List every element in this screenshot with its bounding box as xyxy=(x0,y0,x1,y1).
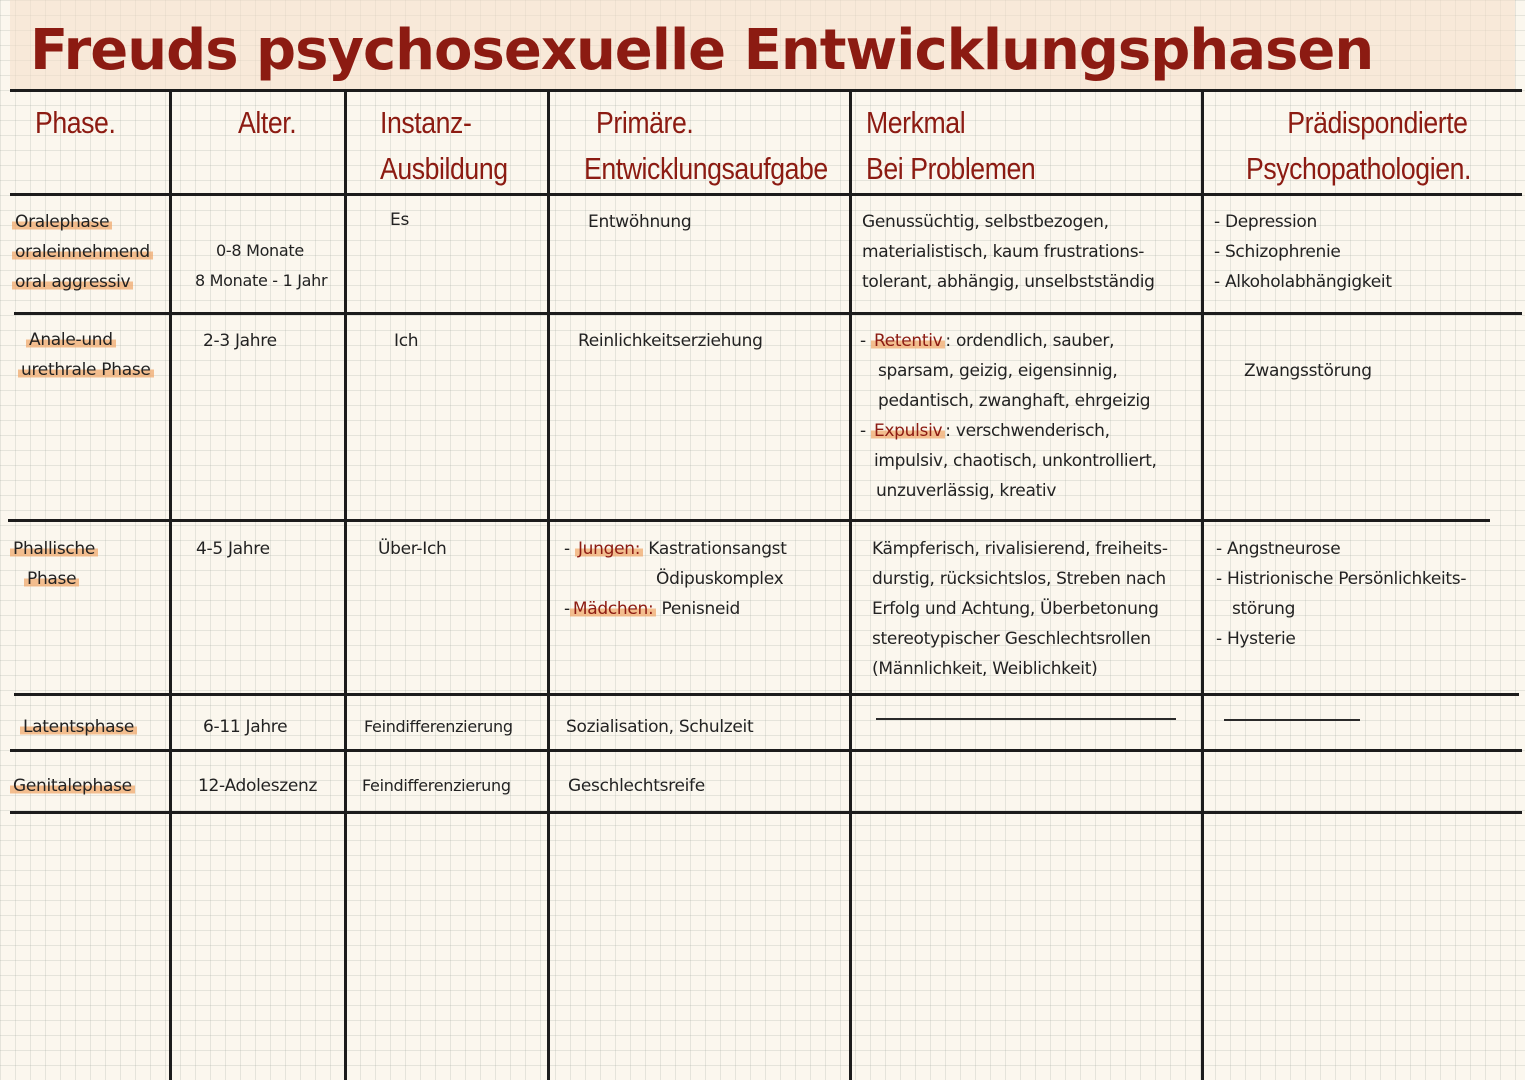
row2-aufgabe: Reinlichkeitserziehung xyxy=(578,331,763,351)
row1-instanz: Es xyxy=(390,210,409,230)
row2-alter: 2-3 Jahre xyxy=(203,331,277,351)
header-merkmal: Merkmal Bei Problemen xyxy=(866,105,1036,186)
row3-phase: Phallische Phase xyxy=(10,534,98,594)
column-rule-4 xyxy=(849,90,852,1080)
row3-psychopathologien: - Angstneurose - Histrionische Persönlichkeits- störung - Hysterie xyxy=(1216,539,1467,649)
row-rule-3 xyxy=(14,693,1519,696)
maedchen-label: Mädchen: xyxy=(570,599,657,619)
row-rule-2 xyxy=(8,519,1490,522)
header-phase: Phase. xyxy=(35,105,116,140)
header-entwicklungsaufgabe: Primäre. Entwicklungsaufgabe xyxy=(584,105,828,186)
header-alter: Alter. xyxy=(238,105,297,140)
row1-psychopathologien: - Depression - Schizophrenie - Alkoholabhängigkeit xyxy=(1214,212,1392,292)
column-rule-2 xyxy=(344,90,347,1080)
row5-alter: 12-Adoleszenz xyxy=(198,776,318,796)
column-rule-1 xyxy=(169,90,172,1080)
column-rule-3 xyxy=(547,90,550,1080)
row1-aufgabe: Entwöhnung xyxy=(588,212,692,232)
row-rule-1 xyxy=(14,312,1522,315)
row1-alter: 0-8 Monate 8 Monate - 1 Jahr xyxy=(195,241,328,290)
table-top-rule xyxy=(10,89,1522,92)
row4-phase: Latentsphase xyxy=(20,712,137,742)
row5-instanz: Feindifferenzierung xyxy=(362,776,511,795)
header-instanz: Instanz- Ausbildung xyxy=(380,105,508,186)
row4-psycho-blank-line xyxy=(1224,719,1360,721)
row4-instanz: Feindifferenzierung xyxy=(364,717,513,736)
row5-aufgabe: Geschlechtsreife xyxy=(568,776,705,796)
column-rule-5 xyxy=(1201,90,1204,1080)
row4-alter: 6-11 Jahre xyxy=(203,717,288,737)
row1-phase: Oralephase oraleinnehmend oral aggressiv xyxy=(12,207,153,297)
row2-merkmal: - Retentiv : ordendlich, sauber, sparsam, geizig, eigensinnig, pedantisch, zwanghaft, ehrgeizig - Expulsiv : verschwenderisch, impulsiv, chaotisch, unkontrolliert, unzuverlässig, kreativ xyxy=(860,331,1157,501)
header-bottom-rule xyxy=(10,193,1522,196)
row5-phase: Genitalephase xyxy=(10,771,135,801)
jungen-label: Jungen: xyxy=(575,539,643,559)
row-rule-4 xyxy=(10,749,1522,752)
retentiv-label: Retentiv xyxy=(871,331,945,351)
row2-phase: Anale-und urethrale Phase xyxy=(18,325,154,385)
row4-aufgabe: Sozialisation, Schulzeit xyxy=(566,717,754,737)
row2-psychopathologien: Zwangsstörung xyxy=(1244,361,1372,381)
expulsiv-label: Expulsiv xyxy=(871,421,945,441)
row3-instanz: Über-Ich xyxy=(378,539,447,559)
row4-merkmal-blank-line xyxy=(876,718,1176,720)
row2-instanz: Ich xyxy=(394,331,419,351)
row-rule-5 xyxy=(10,811,1522,814)
row1-merkmal: Genussüchtig, selbstbezogen, materialistisch, kaum frustrations- tolerant, abhängig, unselbstständig xyxy=(862,212,1155,292)
page-title: Freuds psychosexuelle Entwicklungsphasen xyxy=(30,18,1374,83)
row3-merkmal: Kämpferisch, rivalisierend, freiheits- durstig, rücksichtslos, Streben nach Erfolg und Achtung, Überbetonung stereotypischer Geschlechtsrollen (Männlichkeit, Weiblichkeit) xyxy=(872,539,1168,679)
row3-alter: 4-5 Jahre xyxy=(196,539,270,559)
header-psychopathologien: Prädispondierte Psychopathologien. xyxy=(1246,105,1471,186)
row3-aufgabe: - Jungen: Kastrationsangst Ödipuskomplex - Mädchen: Penisneid xyxy=(564,539,787,619)
